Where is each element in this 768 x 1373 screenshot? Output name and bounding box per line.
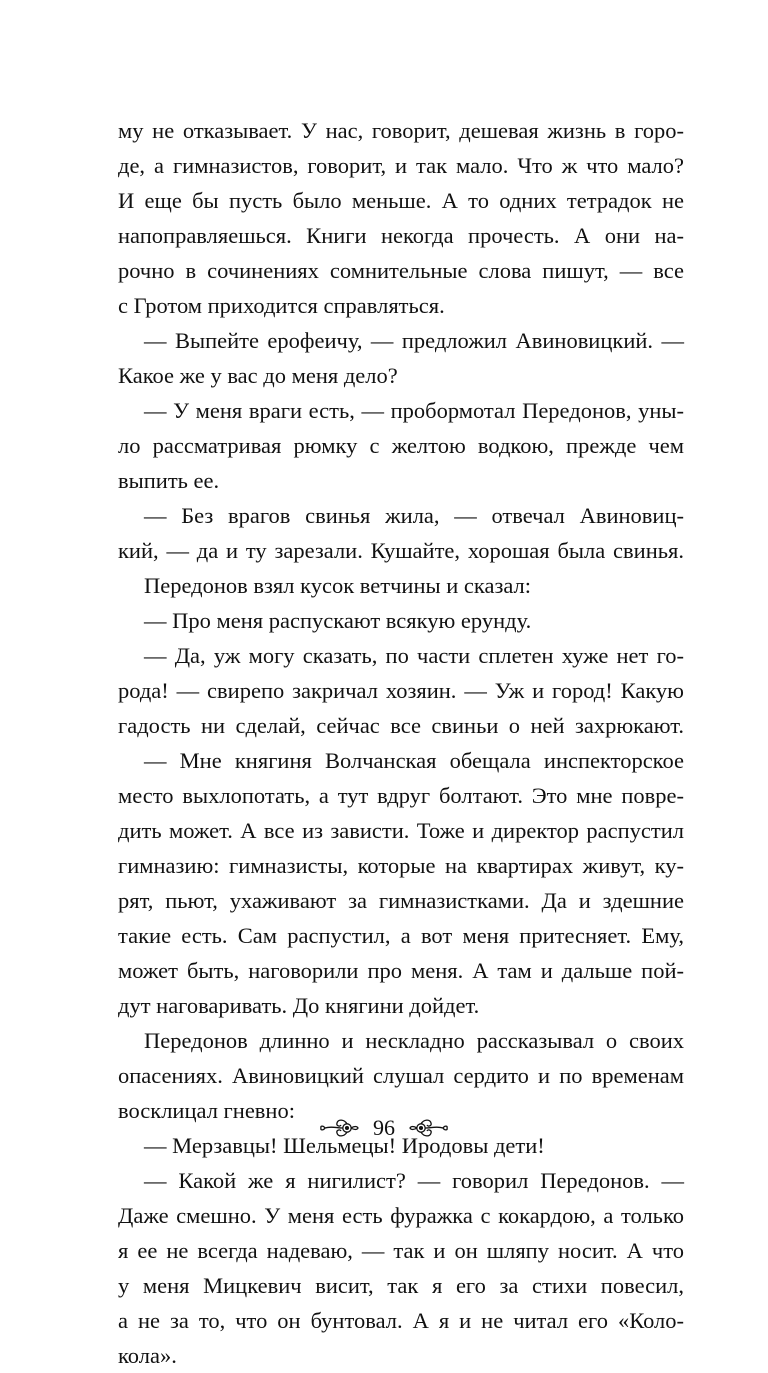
text-line: может быть, наговорили про меня. А там и дальше пой-	[118, 958, 684, 983]
text-line: Передонов взял кусок ветчины и сказал:	[144, 573, 532, 598]
text-line: кола».	[118, 1343, 177, 1368]
text-line: место выхлопотать, а тут вдруг болтают. Это мне повре-	[118, 783, 684, 808]
text-line: — Выпейте ерофеичу, — предложил Авиновицкий. —	[144, 328, 684, 353]
text-line: — Какой же я нигилист? — говорил Передонов. —	[144, 1168, 684, 1193]
text-line: Даже смешно. У меня есть фуражка с кокардою, а только	[118, 1203, 684, 1228]
text-line: — Без врагов свинья жила, — отвечал Авиновиц-	[144, 503, 684, 528]
text-line: му не отказывает. У нас, говорит, дешевая жизнь в горо-	[118, 118, 684, 143]
text-line: восклицал гневно:	[118, 1098, 295, 1123]
text-line: ло рассматривая рюмку с желтою водкою, прежде чем	[118, 433, 684, 458]
page-number: 96	[373, 1115, 395, 1140]
text-line: опасениях. Авиновицкий слушал сердито и по временам	[118, 1063, 684, 1088]
text-line: рят, пьют, ухаживают за гимназистками. Да и здешние	[118, 888, 684, 913]
text-line: рода! — свирепо закричал хозяин. — Уж и город! Какую	[118, 678, 684, 703]
text-line: де, а гимназистов, говорит, и так мало. Что ж что мало?	[118, 153, 684, 178]
text-line: гадость ни сделай, сейчас все свиньи о ней захрюкают.	[118, 713, 684, 738]
text-line: я ее не всегда надеваю, — так и он шляпу носит. А что	[118, 1238, 684, 1263]
text-line: с Гротом приходится справляться.	[118, 293, 445, 318]
body-text	[118, 113, 684, 1373]
text-line: Какое же у вас до меня дело?	[118, 363, 398, 388]
text-line: а не за то, что он бунтовал. А я и не читал его «Коло-	[118, 1308, 684, 1333]
text-line: И еще бы пусть было меньше. А то одних тетрадок не	[118, 188, 684, 213]
text-line: у меня Мицкевич висит, так я его за стихи повесил,	[118, 1273, 684, 1298]
text-line: дить может. А все из зависти. Тоже и директор распустил	[118, 818, 684, 843]
text-line: такие есть. Сам распустил, а вот меня притесняет. Ему,	[118, 923, 684, 948]
text-line: — У меня враги есть, — пробормотал Передонов, уны-	[144, 398, 684, 423]
text-line: кий, — да и ту зарезали. Кушайте, хорошая была свинья.	[118, 538, 684, 563]
text-line: выпить ее.	[118, 468, 220, 493]
text-line: гимназию: гимназисты, которые на квартирах живут, ку-	[118, 853, 684, 878]
page-footer	[0, 1108, 768, 1148]
floral-ornament-icon	[407, 1116, 451, 1140]
floral-ornament-icon	[317, 1116, 361, 1140]
text-line: дут наговаривать. До княгини дойдет.	[118, 993, 480, 1018]
text-line: рочно в сочинениях сомнительные слова пишут, — все	[118, 258, 684, 283]
text-line: Передонов длинно и нескладно рассказывал о своих	[144, 1028, 684, 1053]
text-line: — Мне княгиня Волчанская обещала инспекторское	[144, 748, 684, 773]
text-line: напоправляешься. Книги некогда прочесть. А они на-	[118, 223, 684, 248]
text-line: — Да, уж могу сказать, по части сплетен хуже нет го-	[144, 643, 684, 668]
text-line: — Про меня распускают всякую ерунду.	[144, 608, 532, 633]
text-line: — Мерзавцы! Шельмецы! Иродовы дети!	[144, 1133, 545, 1158]
